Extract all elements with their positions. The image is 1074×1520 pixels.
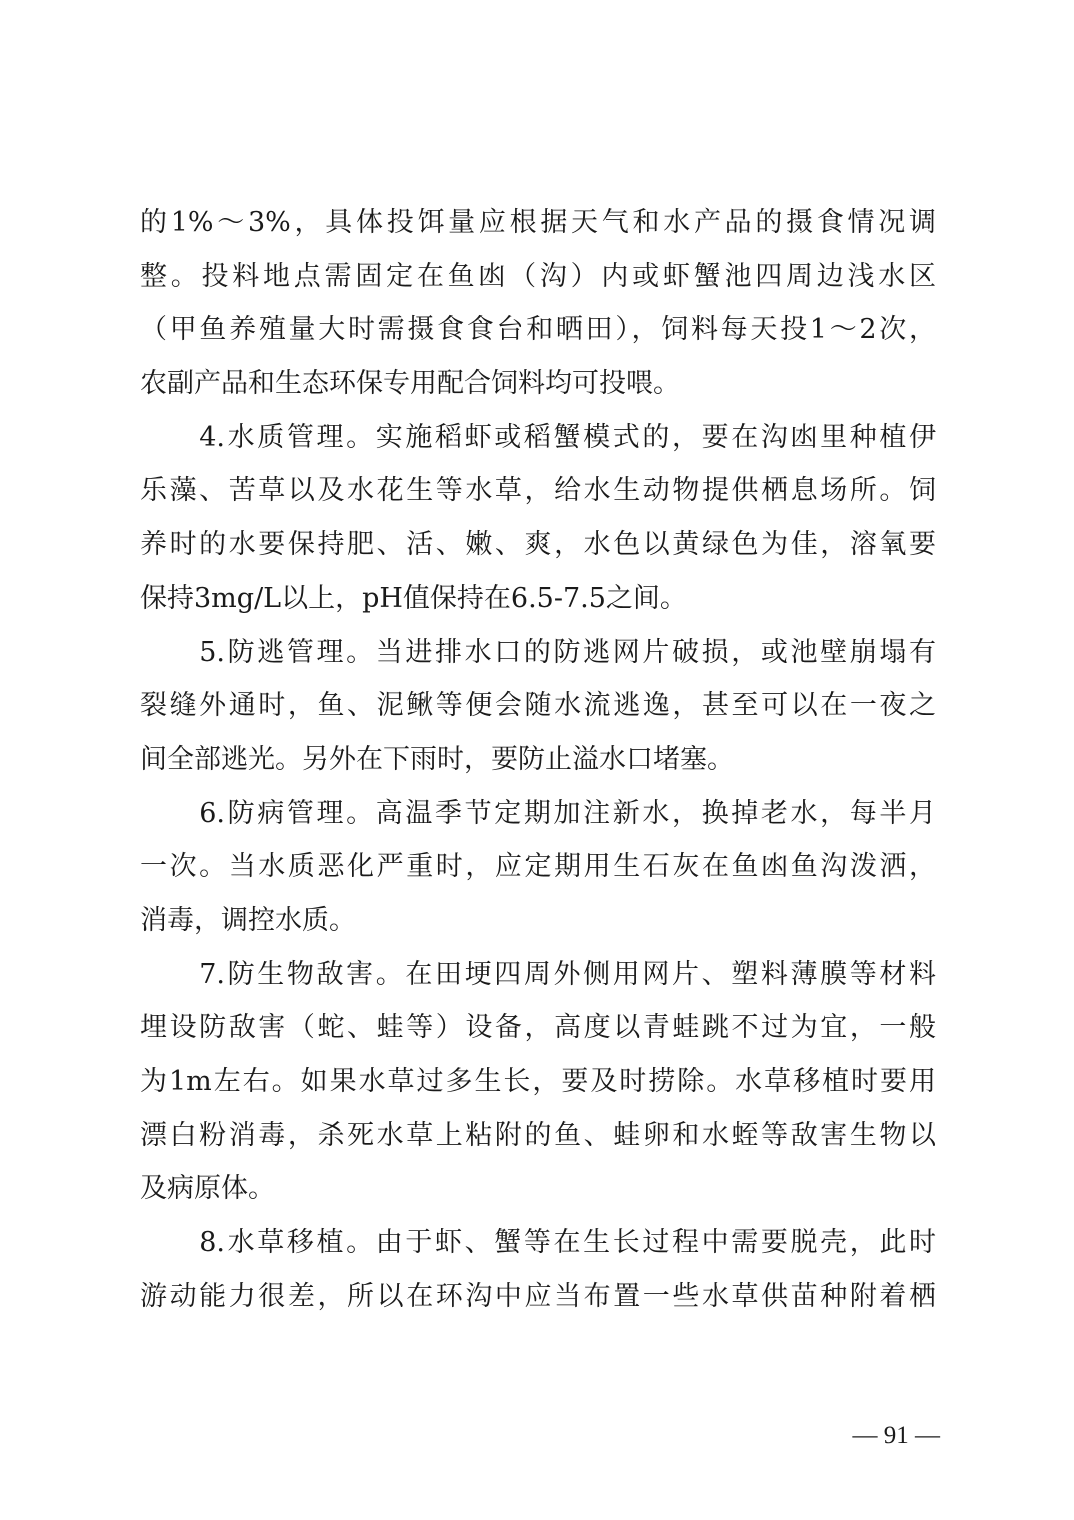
text-line: 保持3mg/L以上，pH值保持在6.5-7.5之间。 — [140, 582, 687, 614]
text-line: 裂缝外通时，鱼、泥鳅等便会随水流逃逸，甚至可以在一夜之 — [140, 690, 936, 722]
text-line: 乐藻、苦草以及水花生等水草，给水生动物提供栖息场所。饲 — [140, 475, 936, 507]
text-line: 埋设防敌害（蛇、蛙等）设备，高度以青蛙跳不过为宜，一般 — [140, 1012, 936, 1044]
text-line: 间全部逃光。另外在下雨时，要防止溢水口堵塞。 — [140, 743, 734, 775]
text-line: 7.防生物敌害。在田埂四周外侧用网片、塑料薄膜等材料 — [140, 958, 936, 990]
text-line: 4.水质管理。实施稻虾或稻蟹模式的，要在沟凼里种植伊 — [140, 421, 936, 453]
page-number: — 91 — — [852, 1422, 940, 1449]
text-line: 整。投料地点需固定在鱼凼（沟）内或虾蟹池四周边浅水区 — [140, 260, 936, 292]
body-text — [140, 196, 936, 1323]
text-line: 为1m左右。如果水草过多生长，要及时捞除。水草移植时要用 — [140, 1066, 936, 1097]
text-line: 一次。当水质恶化严重时，应定期用生石灰在鱼凼鱼沟泼洒， — [140, 851, 936, 883]
text-line: 6.防病管理。高温季节定期加注新水，换掉老水，每半月 — [140, 797, 936, 829]
text-line: （甲鱼养殖量大时需摄食食台和晒田），饲料每天投1～2次， — [140, 314, 936, 346]
text-line: 及病原体。 — [140, 1173, 275, 1205]
text-line: 养时的水要保持肥、活、嫩、爽，水色以黄绿色为佳，溶氧要 — [140, 529, 936, 561]
text-line: 8.水草移植。由于虾、蟹等在生长过程中需要脱壳，此时 — [140, 1227, 936, 1259]
text-line: 消毒，调控水质。 — [140, 904, 356, 936]
text-line: 农副产品和生态环保专用配合饲料均可投喂。 — [140, 368, 680, 400]
text-line: 5.防逃管理。当进排水口的防逃网片破损，或池壁崩塌有 — [140, 636, 936, 668]
text-line: 漂白粉消毒，杀死水草上粘附的鱼、蛙卵和水蛭等敌害生物以 — [140, 1119, 936, 1151]
text-line: 游动能力很差，所以在环沟中应当布置一些水草供苗种附着栖 — [140, 1280, 936, 1312]
text-line: 的1%～3%，具体投饵量应根据天气和水产品的摄食情况调 — [140, 207, 936, 238]
